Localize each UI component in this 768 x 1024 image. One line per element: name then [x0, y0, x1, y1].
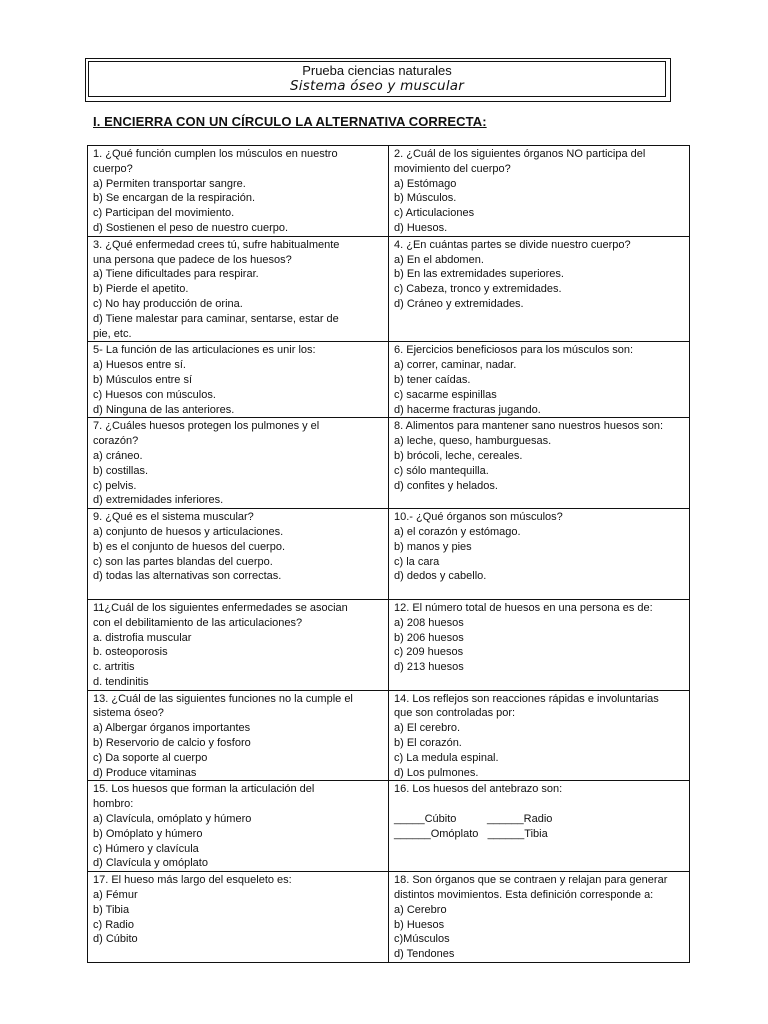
question-stem-line: 6. Ejercicios beneficiosos para los músculos son: — [394, 344, 634, 357]
question-cell — [88, 509, 389, 600]
answer-option[interactable]: d) Clavícula y omóplato — [93, 857, 208, 870]
question-cell — [389, 690, 690, 781]
answer-option[interactable]: a) Estómago — [394, 177, 457, 190]
answer-option[interactable]: d) 213 huesos — [394, 661, 464, 674]
question-cell — [88, 342, 389, 418]
table-row — [88, 781, 690, 872]
question-stem-line: 2. ¿Cuál de los siguientes órganos NO participa del — [394, 148, 646, 160]
answer-option[interactable]: d) Ninguna de las anteriores. — [93, 403, 235, 416]
answer-option[interactable]: c) Húmero y clavícula — [93, 842, 199, 855]
table-row — [88, 418, 690, 509]
question-stem-line: 3. ¿Qué enfermedad crees tú, sufre habitualmente — [93, 238, 340, 251]
answer-option[interactable]: b) es el conjunto de huesos del cuerpo. — [93, 540, 286, 553]
questions-body — [88, 146, 690, 963]
question-stem-line: 14. Los reflejos son reacciones rápidas e involuntarias — [394, 692, 659, 705]
answer-option[interactable]: a) El cerebro. — [394, 722, 461, 735]
answer-option[interactable]: a) En el abdomen. — [394, 253, 484, 266]
answer-option[interactable]: c) sólo mantequilla. — [394, 464, 489, 477]
answer-option[interactable]: b) En las extremidades superiores. — [394, 268, 564, 281]
answer-option[interactable]: a) cráneo. — [93, 449, 143, 462]
question-cell — [389, 599, 690, 690]
answer-option[interactable]: d) Cúbito — [93, 933, 138, 946]
answer-option[interactable]: a) el corazón y estómago. — [394, 525, 521, 538]
answer-option[interactable]: a) Huesos entre sí. — [93, 359, 186, 372]
answer-option[interactable]: b) Pierde el apetito. — [93, 283, 189, 296]
answer-option[interactable]: d) confites y helados. — [394, 479, 498, 492]
answer-option[interactable]: pie, etc. — [93, 327, 132, 340]
answer-option[interactable]: c) Participan del movimiento. — [93, 207, 235, 220]
answer-option[interactable]: c) Huesos con músculos. — [93, 388, 216, 401]
table-row — [88, 342, 690, 418]
answer-option[interactable]: b) Se encargan de la respiración. — [93, 192, 256, 205]
answer-option[interactable]: c. artritis — [93, 661, 135, 674]
question-cell — [88, 872, 389, 963]
question-cell — [88, 781, 389, 872]
answer-option[interactable]: d) todas las alternativas son correctas. — [93, 570, 282, 583]
question-stem-line: sistema óseo? — [93, 707, 164, 720]
question-cell — [88, 418, 389, 509]
answer-option[interactable]: b) Músculos entre sí — [93, 373, 193, 386]
question-stem-line: hombro: — [93, 798, 134, 811]
answer-option[interactable]: a) Permiten transportar sangre. — [93, 177, 246, 190]
question-cell — [389, 146, 690, 237]
answer-option[interactable]: c) Radio — [93, 918, 134, 931]
question-stem-line: 9. ¿Qué es el sistema muscular? — [93, 511, 254, 524]
answer-option[interactable]: c) Da soporte al cuerpo — [93, 751, 208, 764]
answer-option[interactable]: d) Produce vitaminas — [93, 766, 197, 779]
answer-option[interactable]: b) 206 huesos — [394, 631, 464, 644]
question-stem-line: una persona que padece de los huesos? — [93, 253, 292, 266]
answer-option[interactable]: a) conjunto de huesos y articulaciones. — [93, 525, 284, 538]
answer-option[interactable]: a) correr, caminar, nadar. — [394, 359, 517, 372]
header-inner — [88, 61, 666, 97]
answer-option[interactable]: b) Huesos — [394, 918, 445, 931]
answer-option[interactable]: b) Músculos. — [394, 192, 457, 205]
answer-option[interactable]: d) Tendones — [394, 948, 455, 961]
answer-option[interactable]: a) leche, queso, hamburguesas. — [394, 435, 552, 448]
question-stem-line: 7. ¿Cuáles huesos protegen los pulmones y el — [93, 420, 320, 433]
answer-option[interactable]: c) La medula espinal. — [394, 751, 499, 764]
answer-option[interactable]: a) Cerebro — [394, 903, 447, 916]
answer-option[interactable]: b) El corazón. — [394, 737, 462, 750]
answer-option[interactable]: d) Cráneo y extremidades. — [394, 297, 524, 310]
question-stem-line: 4. ¿En cuántas partes se divide nuestro cuerpo? — [394, 238, 631, 251]
answer-option[interactable]: ______Omóplato ______Tibia — [394, 827, 548, 840]
question-stem-line: con el debilitamiento de las articulaciones? — [93, 616, 303, 629]
question-cell — [389, 872, 690, 963]
question-cell — [389, 418, 690, 509]
answer-option[interactable]: d) Sostienen el peso de nuestro cuerpo. — [93, 221, 289, 234]
answer-option[interactable]: c) 209 huesos — [394, 646, 464, 659]
question-cell — [389, 781, 690, 872]
question-stem-line: que son controladas por: — [394, 707, 516, 720]
answer-option[interactable]: b) Tibia — [93, 903, 130, 916]
answer-option[interactable]: b) Omóplato y húmero — [93, 827, 203, 840]
answer-option[interactable]: a) Albergar órganos importantes — [93, 722, 251, 735]
answer-option[interactable]: d) Tiene malestar para caminar, sentarse, estar de — [93, 312, 339, 325]
answer-option[interactable]: d) extremidades inferiores. — [93, 494, 224, 507]
answer-option[interactable]: c) sacarme espinillas — [394, 388, 497, 401]
question-stem-line: 18. Son órganos que se contraen y relajan para generar — [394, 874, 668, 887]
answer-option[interactable]: c) la cara — [394, 555, 440, 568]
answer-option[interactable]: a) Tiene dificultades para respirar. — [93, 268, 259, 281]
answer-option[interactable]: b) Reservorio de calcio y fosforo — [93, 737, 251, 750]
question-stem-line: 13. ¿Cuál de las siguientes funciones no la cumple el — [93, 692, 353, 705]
question-stem-line: 17. El hueso más largo del esqueleto es: — [93, 874, 292, 887]
answer-option[interactable]: a) Clavícula, omóplato y húmero — [93, 813, 252, 826]
question-cell — [389, 342, 690, 418]
question-stem-line: cuerpo? — [93, 162, 133, 175]
question-cell — [88, 236, 389, 342]
question-cell — [88, 146, 389, 237]
question-stem-line: 8. Alimentos para mantener sano nuestros huesos son: — [394, 420, 664, 433]
question-stem-line: distintos movimientos. Esta definición corresponde a: — [394, 889, 654, 902]
page-subtitle: Sistema óseo y muscular — [290, 78, 464, 94]
question-stem-line: movimiento del cuerpo? — [394, 162, 511, 175]
answer-option[interactable]: d) dedos y cabello. — [394, 570, 487, 583]
answer-option[interactable]: d) Huesos. — [394, 221, 448, 234]
section-heading: I. ENCIERRA CON UN CÍRCULO LA ALTERNATIVA CORRECTA: — [93, 114, 487, 129]
questions-table — [87, 145, 690, 963]
answer-option[interactable]: a) Fémur — [93, 889, 138, 902]
answer-option[interactable]: b) brócoli, leche, cereales. — [394, 449, 523, 462]
answer-option[interactable]: d) Los pulmones. — [394, 766, 479, 779]
answer-option[interactable]: d) hacerme fracturas jugando. — [394, 403, 541, 416]
question-stem-line: corazón? — [93, 435, 139, 448]
table-row — [88, 599, 690, 690]
answer-option[interactable]: c) pelvis. — [93, 479, 137, 492]
table-row — [88, 236, 690, 342]
question-stem-line: 11¿Cuál de los siguientes enfermedades se asocian — [93, 601, 348, 614]
question-cell — [88, 690, 389, 781]
table-row — [88, 690, 690, 781]
header-box — [85, 58, 671, 102]
question-cell — [389, 236, 690, 342]
answer-option[interactable]: _____Cúbito ______Radio — [394, 813, 553, 826]
question-stem-line: 15. Los huesos que forman la articulación del — [93, 783, 315, 796]
answer-option[interactable]: b) costillas. — [93, 464, 149, 477]
question-stem-line: 5- La función de las articulaciones es unir los: — [93, 344, 316, 357]
answer-option[interactable]: c)Músculos — [394, 933, 450, 946]
question-cell — [88, 599, 389, 690]
answer-option[interactable]: c) son las partes blandas del cuerpo. — [93, 555, 273, 568]
answer-option[interactable]: a) 208 huesos — [394, 616, 464, 629]
answer-option[interactable]: c) Cabeza, tronco y extremidades. — [394, 283, 562, 296]
question-stem-line: 12. El número total de huesos en una persona es de: — [394, 601, 653, 614]
question-cell — [389, 509, 690, 600]
question-stem-line: 1. ¿Qué función cumplen los músculos en nuestro — [93, 148, 338, 160]
answer-option[interactable]: a. distrofia muscular — [93, 631, 192, 644]
question-stem-line: 10.- ¿Qué órganos son músculos? — [394, 511, 563, 524]
answer-option[interactable]: d. tendinitis — [93, 675, 149, 688]
answer-option[interactable]: b) manos y pies — [394, 540, 472, 553]
answer-option[interactable]: c) No hay producción de orina. — [93, 297, 243, 310]
question-stem-line — [394, 797, 685, 812]
question-stem-line: 16. Los huesos del antebrazo son: — [394, 783, 563, 796]
table-row — [88, 146, 690, 237]
table-row — [88, 872, 690, 963]
answer-option[interactable]: b) tener caídas. — [394, 373, 471, 386]
page-title: Prueba ciencias naturales — [302, 63, 452, 78]
answer-option[interactable] — [93, 584, 384, 599]
answer-option[interactable]: b. osteoporosis — [93, 646, 168, 659]
answer-option[interactable]: c) Articulaciones — [394, 207, 475, 220]
table-row — [88, 509, 690, 600]
